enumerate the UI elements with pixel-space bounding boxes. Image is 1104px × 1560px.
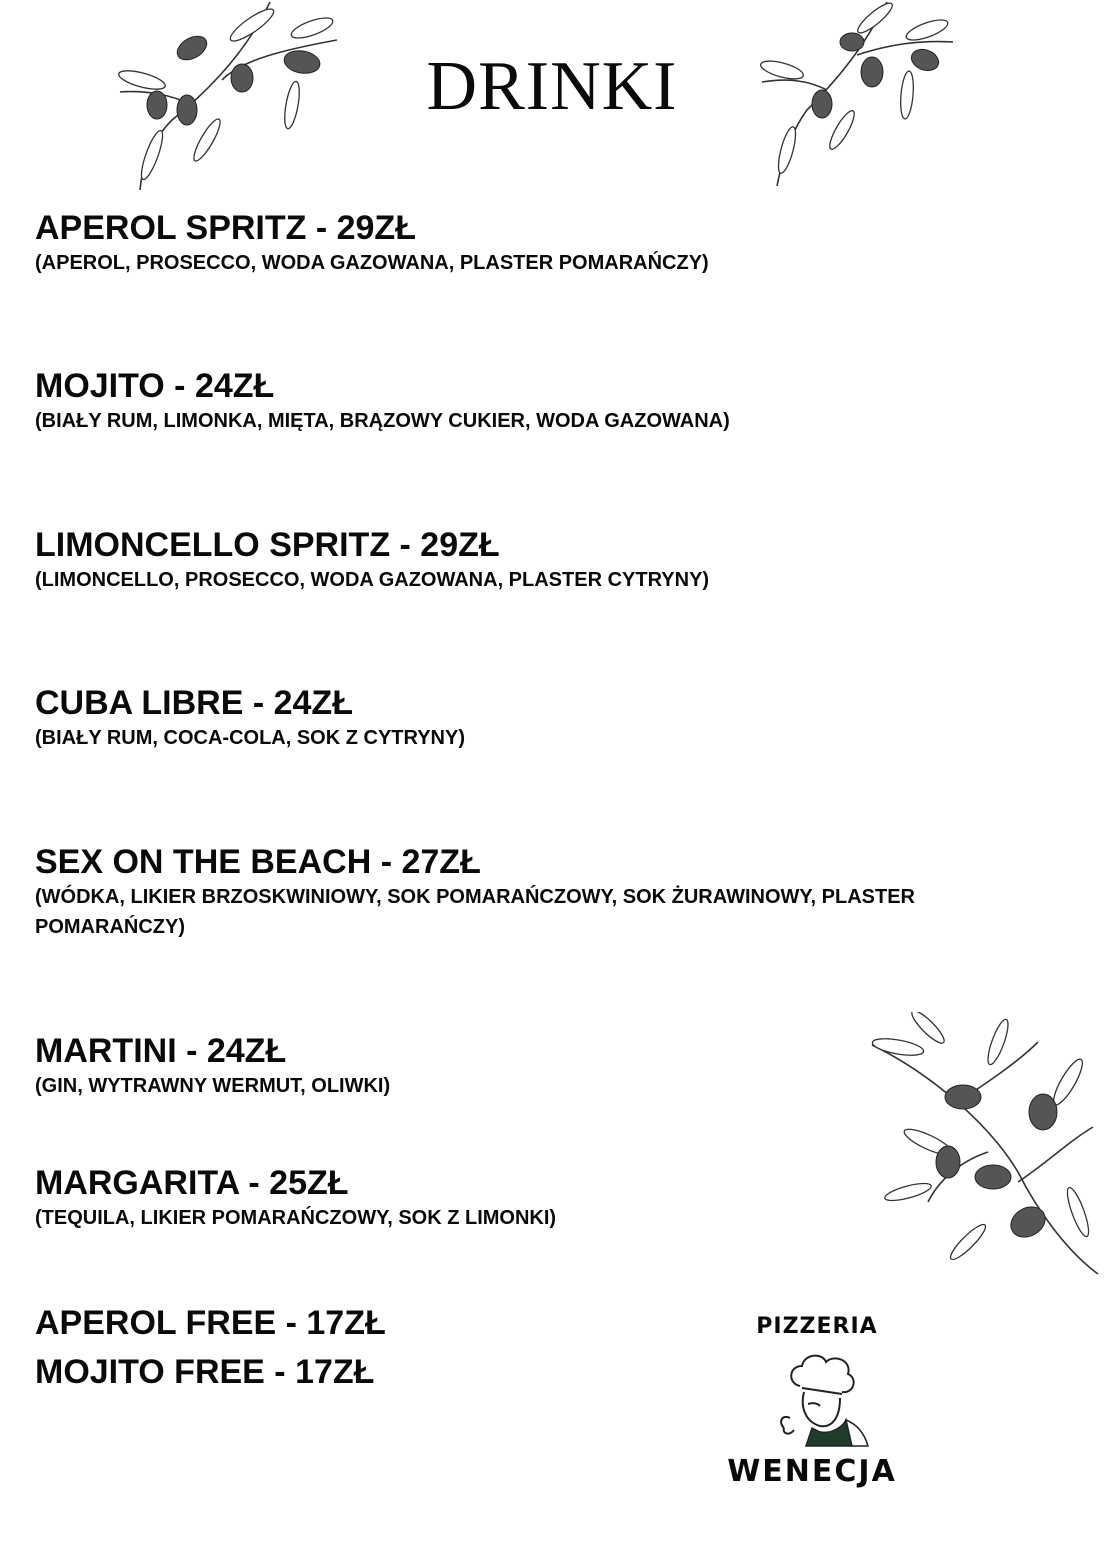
drink-name: CUBA LIBRE - 24ZŁ [35, 684, 353, 722]
free-drink-item: APEROL FREE - 17ZŁ [35, 1304, 386, 1342]
list-item [35, 683, 465, 753]
drink-name: APEROL SPRITZ - 29ZŁ [35, 209, 416, 247]
olive-branch-icon [112, 0, 344, 195]
list-item [35, 1031, 390, 1101]
list-item [35, 842, 915, 942]
drink-name: SEX ON THE BEACH - 27ZŁ [35, 843, 481, 881]
pizzeria-logo [712, 1314, 922, 1494]
drink-name: MARTINI - 24ZŁ [35, 1032, 287, 1070]
logo-top-text: PIZZERIA [756, 1314, 878, 1339]
drink-ingredients: (BIAŁY RUM, COCA-COLA, SOK Z CYTRYNY) [35, 727, 465, 749]
drink-name: MOJITO - 24ZŁ [35, 367, 275, 405]
olive-branch-icon [757, 0, 957, 190]
drink-ingredients: (GIN, WYTRAWNY WERMUT, OLIWKI) [35, 1075, 391, 1097]
drink-ingredients: (WÓDKA, LIKIER BRZOSKWINIOWY, SOK POMARAŃCZOWY, SOK ŻURAWINOWY, PLASTER POMARAŃCZY) [35, 886, 915, 938]
drink-name: LIMONCELLO SPRITZ - 29ZŁ [35, 526, 500, 564]
page-title: DRINKI [426, 48, 678, 125]
drink-ingredients: (APEROL, PROSECCO, WODA GAZOWANA, PLASTER POMARAŃCZY) [35, 252, 709, 274]
drink-ingredients: (TEQUILA, LIKIER POMARAŃCZOWY, SOK Z LIMONKI) [35, 1207, 557, 1229]
list-item [35, 1163, 556, 1233]
logo-bottom-text: WENECJA [727, 1454, 897, 1489]
chef-icon [760, 1348, 870, 1448]
list-item [35, 525, 709, 595]
olive-branch-icon [868, 1012, 1100, 1277]
drink-ingredients: (BIAŁY RUM, LIMONKA, MIĘTA, BRĄZOWY CUKIER, WODA GAZOWANA) [35, 410, 730, 432]
list-item [35, 366, 730, 436]
drink-ingredients: (LIMONCELLO, PROSECCO, WODA GAZOWANA, PLASTER CYTRYNY) [35, 569, 710, 591]
drink-name: MARGARITA - 25ZŁ [35, 1164, 349, 1202]
list-item [35, 208, 709, 278]
free-drink-item: MOJITO FREE - 17ZŁ [35, 1353, 375, 1391]
